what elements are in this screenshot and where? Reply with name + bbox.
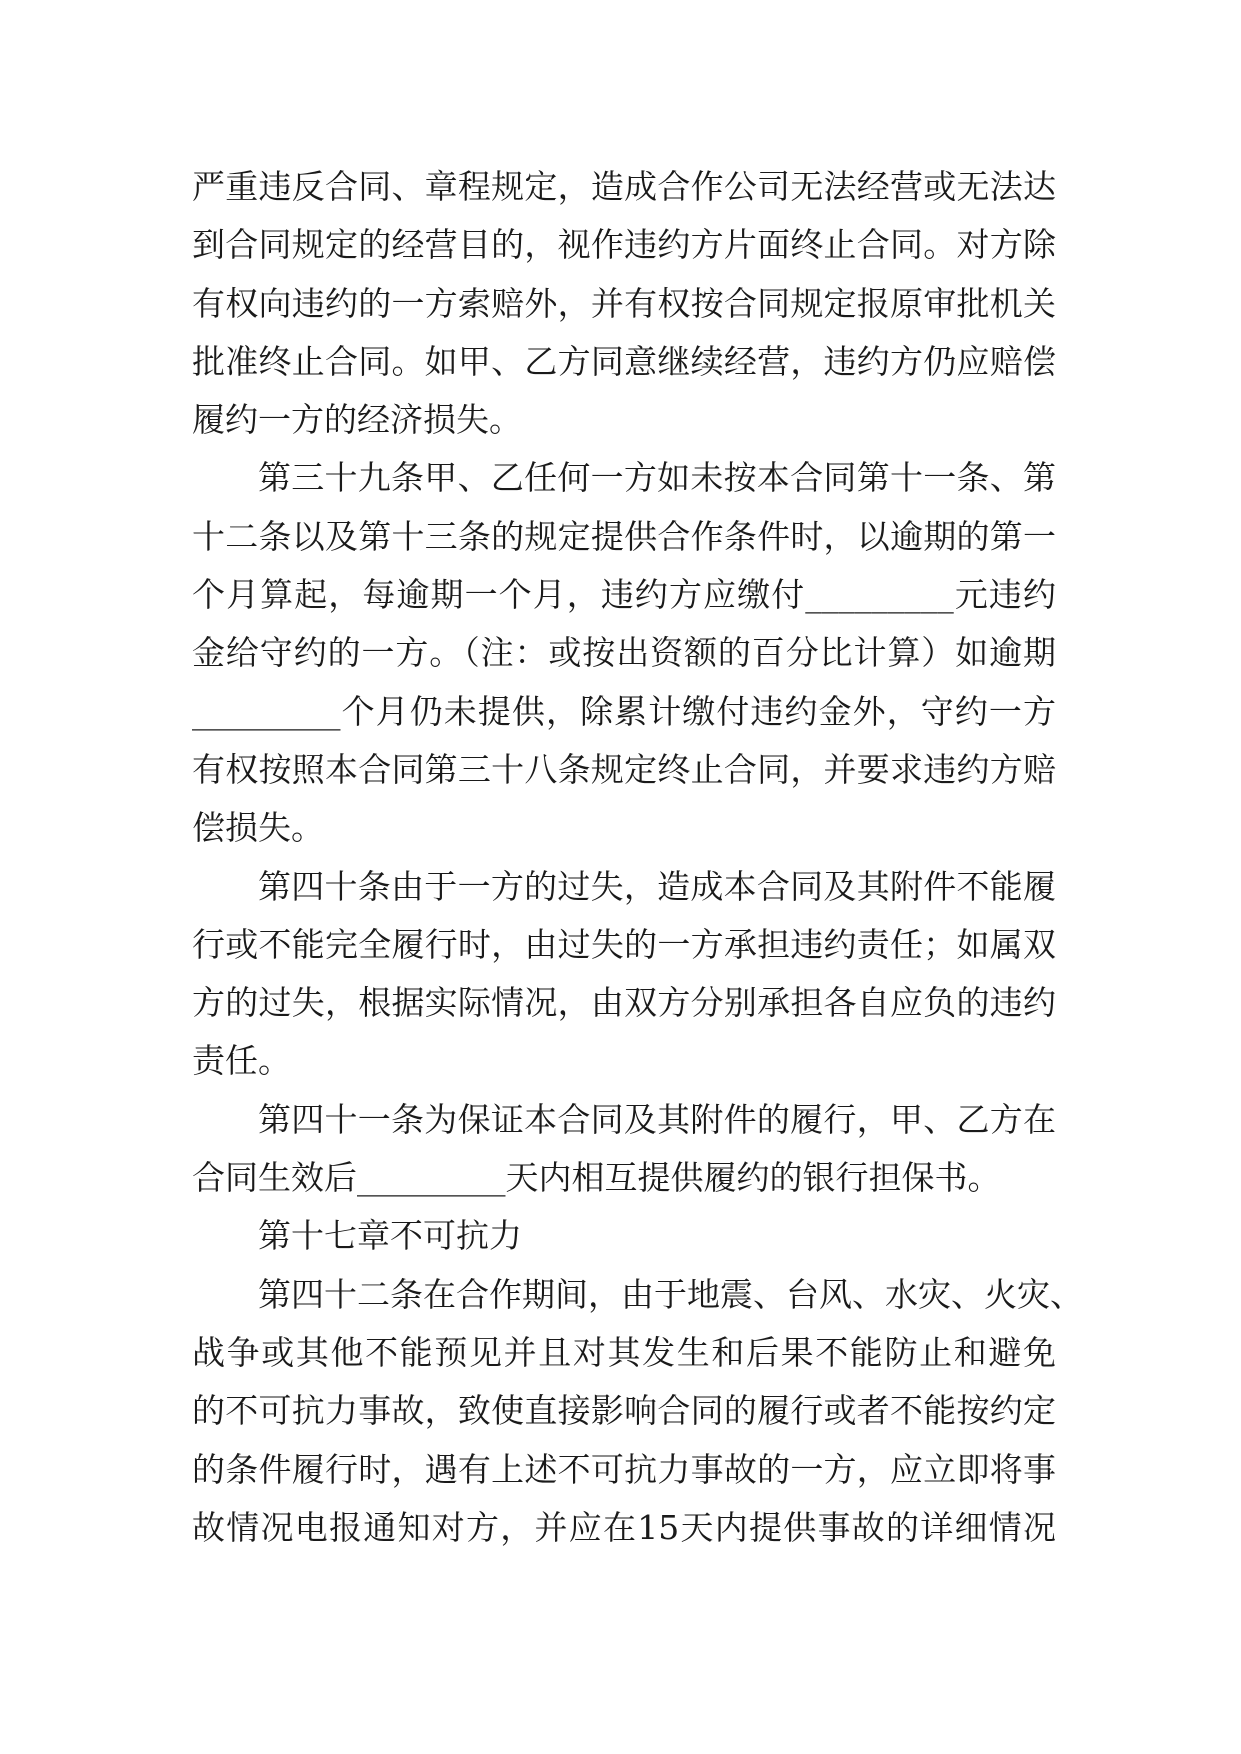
chapter-17-heading: 第十七章不可抗力 xyxy=(258,1216,522,1256)
text-line: 到合同规定的经营目的，视作违约方片面终止合同。对方除 xyxy=(192,225,1056,265)
text-line: 故情况电报通知对方，并应在15天内提供事故的详细情况 xyxy=(192,1507,1056,1547)
text-line: 有权向违约的一方索赔外，并有权按合同规定报原审批机关 xyxy=(192,283,1056,323)
text-line: _________个月仍未提供，除累计缴付违约金外，守约一方 xyxy=(192,691,1056,731)
text-line: 个月算起，每逾期一个月，违约方应缴付_________元违约 xyxy=(192,575,1056,615)
text-line: 偿损失。 xyxy=(192,808,324,848)
text-line: 责任。 xyxy=(192,1041,291,1081)
article-41-start: 第四十一条为保证本合同及其附件的履行，甲、乙方在 xyxy=(258,1099,1056,1139)
text-line: 的条件履行时，遇有上述不可抗力事故的一方，应立即将事 xyxy=(192,1449,1056,1489)
text-line: 有权按照本合同第三十八条规定终止合同，并要求违约方赔 xyxy=(192,749,1056,789)
text-line: 战争或其他不能预见并且对其发生和后果不能防止和避免 xyxy=(192,1332,1056,1372)
text-line: 金给守约的一方。（注：或按出资额的百分比计算）如逾期 xyxy=(192,633,1056,673)
text-line: 行或不能完全履行时，由过失的一方承担违约责任；如属双 xyxy=(192,924,1056,964)
text-line: 方的过失，根据实际情况，由双方分别承担各自应负的违约 xyxy=(192,983,1056,1023)
article-42-start: 第四十二条在合作期间，由于地震、台风、水灾、火灾、 xyxy=(258,1274,1083,1314)
text-line: 履约一方的经济损失。 xyxy=(192,400,522,440)
text-line: 十二条以及第十三条的规定提供合作条件时，以逾期的第一 xyxy=(192,516,1056,556)
text-line: 合同生效后_________天内相互提供履约的银行担保书。 xyxy=(192,1158,1001,1198)
text-line: 的不可抗力事故，致使直接影响合同的履行或者不能按约定 xyxy=(192,1391,1056,1431)
text-line: 批准终止合同。如甲、乙方同意继续经营，违约方仍应赔偿 xyxy=(192,341,1056,381)
document-body xyxy=(192,158,1083,1557)
article-40-start: 第四十条由于一方的过失，造成本合同及其附件不能履 xyxy=(258,866,1056,906)
text-line: 严重违反合同、章程规定，造成合作公司无法经营或无法达 xyxy=(192,167,1056,206)
article-39-start: 第三十九条甲、乙任何一方如未按本合同第十一条、第 xyxy=(258,458,1056,498)
